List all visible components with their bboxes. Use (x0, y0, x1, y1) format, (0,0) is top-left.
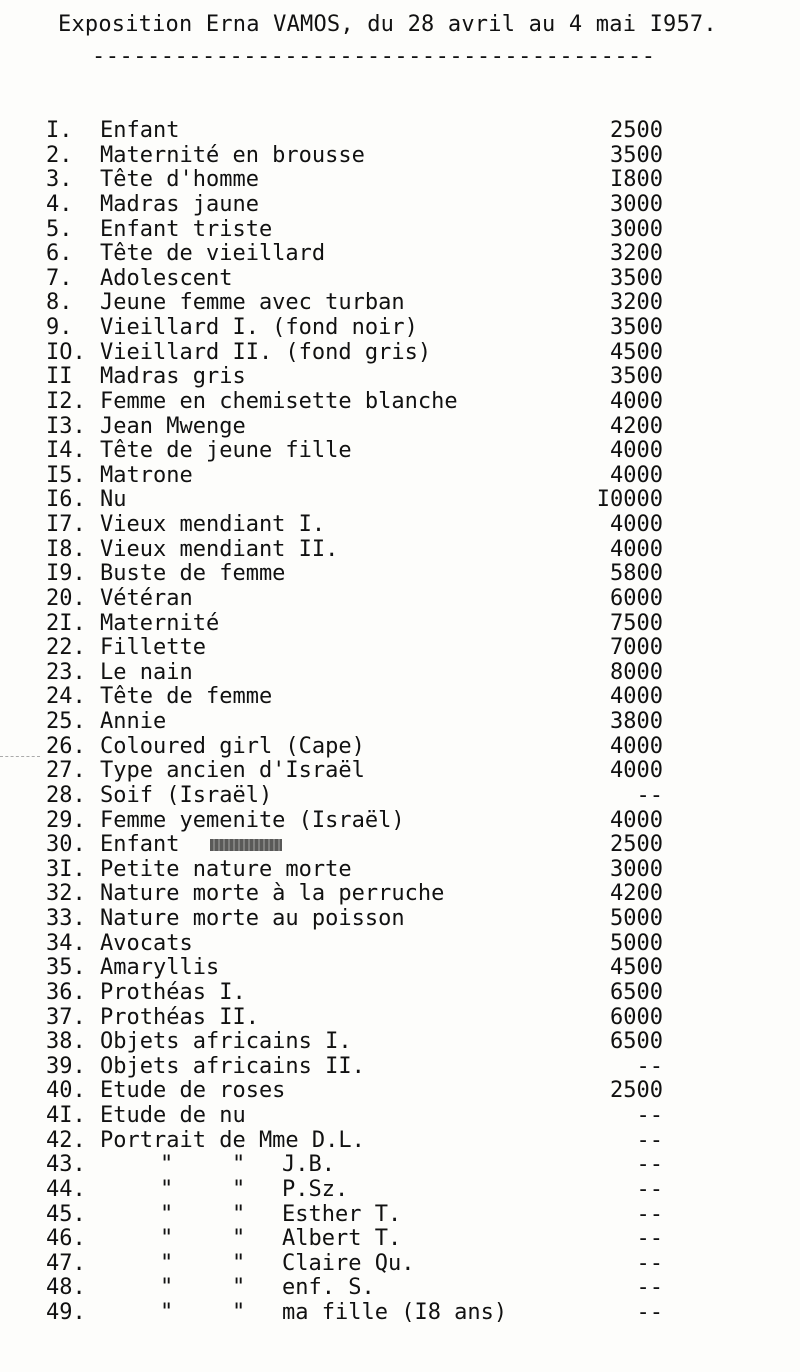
list-item (0, 513, 800, 538)
item-price: 3500 (610, 364, 663, 390)
item-title: Nu (100, 487, 127, 513)
list-item (0, 956, 800, 981)
list-item (0, 439, 800, 464)
list-item (0, 587, 800, 612)
item-price: 3000 (610, 856, 663, 882)
item-price: I800 (610, 167, 663, 193)
item-number: 40. (46, 1078, 86, 1104)
item-price: 2500 (610, 118, 663, 143)
item-price: 6000 (610, 1004, 663, 1030)
item-price: -- (636, 1226, 663, 1252)
ditto-mark: " (232, 1275, 246, 1301)
item-number: I3. (46, 413, 86, 439)
item-number: 49. (46, 1300, 86, 1325)
item-title: Vieux mendiant II. (100, 536, 339, 562)
title-underline: ----------------------------------------- (92, 44, 656, 69)
ditto-mark: " (160, 1275, 174, 1301)
item-price: -- (636, 1201, 663, 1227)
item-number: 2I. (46, 610, 86, 636)
item-title: Vieillard I. (fond noir) (100, 315, 418, 340)
item-price: 6500 (610, 979, 663, 1005)
item-number: 23. (46, 659, 86, 685)
item-title: Matrone (100, 462, 193, 488)
item-price: 2500 (610, 1078, 663, 1104)
item-number: I4. (46, 438, 86, 464)
item-number: 48. (46, 1275, 86, 1301)
ditto-mark: " (160, 1250, 174, 1276)
item-number: 27. (46, 758, 86, 784)
item-price: 2500 (610, 832, 663, 858)
item-title: Petite nature morte (100, 856, 352, 882)
item-number: 3. (46, 167, 73, 193)
list-item (0, 833, 800, 858)
item-title: Enfant triste (100, 216, 273, 242)
item-price: 6500 (610, 1029, 663, 1055)
item-number: 30. (46, 832, 86, 858)
item-price: 5800 (610, 561, 663, 587)
item-number: 36. (46, 979, 86, 1005)
item-number: IO. (46, 339, 86, 365)
portrait-sitter-name: Esther T. (282, 1201, 402, 1227)
item-title: Femme yemenite (Israël) (100, 807, 405, 833)
item-title: Enfant (100, 832, 180, 858)
item-price: 3000 (610, 216, 663, 242)
item-title: Jean Mwenge (100, 413, 246, 439)
item-price: 5000 (610, 930, 663, 956)
item-price: 3500 (610, 315, 663, 340)
item-number: 33. (46, 906, 86, 931)
list-item (0, 809, 800, 834)
ditto-mark: " (160, 1176, 174, 1202)
item-price: 3500 (610, 265, 663, 291)
document-title: Exposition Erna VAMOS, du 28 avril au 4 mai I957. (58, 12, 717, 37)
item-title: Madras gris (100, 364, 246, 390)
item-number: 5. (46, 216, 73, 242)
item-price: -- (636, 1176, 663, 1202)
item-price: -- (636, 1275, 663, 1301)
portrait-sitter-name: J.B. (282, 1152, 335, 1178)
list-item (0, 636, 800, 661)
item-title: Vieillard II. (fond gris) (100, 339, 432, 365)
item-title: Etude de roses (100, 1078, 286, 1104)
item-price: 8000 (610, 659, 663, 685)
item-price: 6000 (610, 585, 663, 611)
list-item (0, 341, 800, 366)
struck-out-word (210, 839, 282, 851)
list-item (0, 685, 800, 710)
item-price: 4200 (610, 413, 663, 439)
ditto-mark: " (232, 1152, 246, 1178)
item-title: Tête d'homme (100, 167, 259, 193)
item-price: 4000 (610, 438, 663, 464)
item-title: Le nain (100, 659, 193, 685)
item-price: 3500 (610, 142, 663, 168)
list-item (0, 710, 800, 735)
item-number: 9. (46, 315, 73, 340)
item-number: I9. (46, 561, 86, 587)
ditto-mark: " (160, 1226, 174, 1252)
item-price: 7500 (610, 610, 663, 636)
item-number: 6. (46, 241, 73, 267)
list-item (0, 1030, 800, 1055)
item-price: 3000 (610, 191, 663, 217)
item-number: 25. (46, 709, 86, 734)
item-title: Objets africains I. (100, 1029, 352, 1055)
ditto-mark: " (232, 1226, 246, 1252)
item-number: 29. (46, 807, 86, 833)
item-price: 4500 (610, 339, 663, 365)
item-price: -- (636, 1152, 663, 1178)
item-title: Prothéas II. (100, 1004, 259, 1030)
item-number: 46. (46, 1226, 86, 1252)
item-price: -- (636, 1127, 663, 1153)
list-item (0, 464, 800, 489)
item-price: 4000 (610, 536, 663, 562)
item-number: 47. (46, 1250, 86, 1276)
list-item (0, 144, 800, 169)
item-price: -- (636, 1300, 663, 1325)
item-number: 2. (46, 142, 73, 168)
item-price: 4200 (610, 881, 663, 907)
item-price: 3200 (610, 290, 663, 316)
item-title: Femme en chemisette blanche (100, 388, 458, 414)
item-price: 4000 (610, 388, 663, 414)
item-title: Prothéas I. (100, 979, 246, 1005)
list-item (0, 193, 800, 218)
list-item (0, 612, 800, 637)
list-item (0, 1301, 800, 1326)
list-item (0, 488, 800, 513)
item-title: Objets africains II. (100, 1053, 365, 1079)
item-number: 39. (46, 1053, 86, 1079)
list-item (0, 1227, 800, 1252)
list-item (0, 759, 800, 784)
list-item (0, 1129, 800, 1154)
list-item (0, 735, 800, 760)
item-title: Adolescent (100, 265, 233, 291)
item-price: I0000 (596, 487, 663, 513)
item-price: -- (636, 1053, 663, 1079)
item-number: 45. (46, 1201, 86, 1227)
item-number: 37. (46, 1004, 86, 1030)
item-title: Type ancien d'Israël (100, 758, 365, 784)
item-number: I2. (46, 388, 86, 414)
list-item (0, 784, 800, 809)
item-title: Amaryllis (100, 955, 220, 981)
item-number: 20. (46, 585, 86, 611)
item-title: Fillette (100, 635, 206, 661)
item-number: 7. (46, 265, 73, 291)
ditto-mark: " (232, 1176, 246, 1202)
ditto-mark: " (232, 1201, 246, 1227)
list-item (0, 932, 800, 957)
list-item (0, 882, 800, 907)
ditto-mark: " (160, 1152, 174, 1178)
item-number: 8. (46, 290, 73, 316)
item-price: 4000 (610, 684, 663, 710)
item-title: Vétéran (100, 585, 193, 611)
list-item (0, 267, 800, 292)
item-number: 3I. (46, 856, 86, 882)
item-number: I6. (46, 487, 86, 513)
item-price: 4000 (610, 462, 663, 488)
item-title: Buste de femme (100, 561, 286, 587)
list-item (0, 538, 800, 563)
list-item (0, 415, 800, 440)
list-item (0, 1079, 800, 1104)
item-title: Coloured girl (Cape) (100, 733, 365, 759)
ditto-mark: " (232, 1250, 246, 1276)
portrait-sitter-name: enf. S. (282, 1275, 375, 1301)
item-number: 4. (46, 191, 73, 217)
item-title: Soif (Israël) (100, 782, 273, 808)
item-number: 44. (46, 1176, 86, 1202)
ditto-mark: " (232, 1300, 246, 1325)
item-number: 24. (46, 684, 86, 710)
item-title: Enfant (100, 118, 180, 143)
list-item (0, 218, 800, 243)
item-title: Tête de vieillard (100, 241, 326, 267)
item-title: Madras jaune (100, 191, 259, 217)
item-price: 7000 (610, 635, 663, 661)
list-item (0, 1203, 800, 1228)
portrait-sitter-name: Albert T. (282, 1226, 402, 1252)
list-item (0, 1055, 800, 1080)
list-item (0, 242, 800, 267)
item-price: -- (636, 1103, 663, 1128)
item-title: Maternité (100, 610, 220, 636)
item-number: 4I. (46, 1103, 86, 1128)
item-price: 4000 (610, 807, 663, 833)
item-number: 43. (46, 1152, 86, 1178)
artwork-list (0, 119, 800, 1326)
list-item (0, 1153, 800, 1178)
item-title: Nature morte à la perruche (100, 881, 445, 907)
item-title: Avocats (100, 930, 193, 956)
item-price: 4000 (610, 733, 663, 759)
item-price: -- (636, 1250, 663, 1276)
list-item (0, 168, 800, 193)
item-title: Portrait de Mme D.L. (100, 1127, 365, 1153)
item-number: 22. (46, 635, 86, 661)
item-title: Etude de nu (100, 1103, 246, 1128)
item-number: 28. (46, 782, 86, 808)
item-price: 3800 (610, 709, 663, 734)
list-item (0, 365, 800, 390)
list-item (0, 1104, 800, 1129)
list-item (0, 1178, 800, 1203)
item-number: 42. (46, 1127, 86, 1153)
item-number: 32. (46, 881, 86, 907)
ditto-mark: " (160, 1300, 174, 1325)
item-number: I5. (46, 462, 86, 488)
item-number: I8. (46, 536, 86, 562)
stray-pen-mark (0, 756, 40, 757)
item-title: Nature morte au poisson (100, 906, 405, 931)
item-price: 5000 (610, 906, 663, 931)
item-number: I. (46, 118, 73, 143)
list-item (0, 562, 800, 587)
list-item (0, 1252, 800, 1277)
list-item (0, 661, 800, 686)
item-price: 4000 (610, 512, 663, 537)
item-price: -- (636, 782, 663, 808)
item-number: 26. (46, 733, 86, 759)
item-title: Annie (100, 709, 167, 734)
item-number: 38. (46, 1029, 86, 1055)
list-item (0, 390, 800, 415)
portrait-sitter-name: ma fille (I8 ans) (282, 1300, 508, 1325)
list-item (0, 291, 800, 316)
portrait-sitter-name: Claire Qu. (282, 1250, 415, 1276)
list-item (0, 858, 800, 883)
list-item (0, 1276, 800, 1301)
item-price: 4500 (610, 955, 663, 981)
list-item (0, 1006, 800, 1031)
portrait-sitter-name: P.Sz. (282, 1176, 349, 1202)
list-item (0, 119, 800, 144)
item-number: I7. (46, 512, 86, 537)
item-title: Tête de femme (100, 684, 273, 710)
item-title: Jeune femme avec turban (100, 290, 405, 316)
item-title: Tête de jeune fille (100, 438, 352, 464)
item-number: 34. (46, 930, 86, 956)
list-item (0, 907, 800, 932)
ditto-mark: " (160, 1201, 174, 1227)
item-title: Vieux mendiant I. (100, 512, 326, 537)
list-item (0, 981, 800, 1006)
item-number: II (46, 364, 73, 390)
item-number: 35. (46, 955, 86, 981)
item-title: Maternité en brousse (100, 142, 365, 168)
list-item (0, 316, 800, 341)
item-price: 3200 (610, 241, 663, 267)
item-price: 4000 (610, 758, 663, 784)
